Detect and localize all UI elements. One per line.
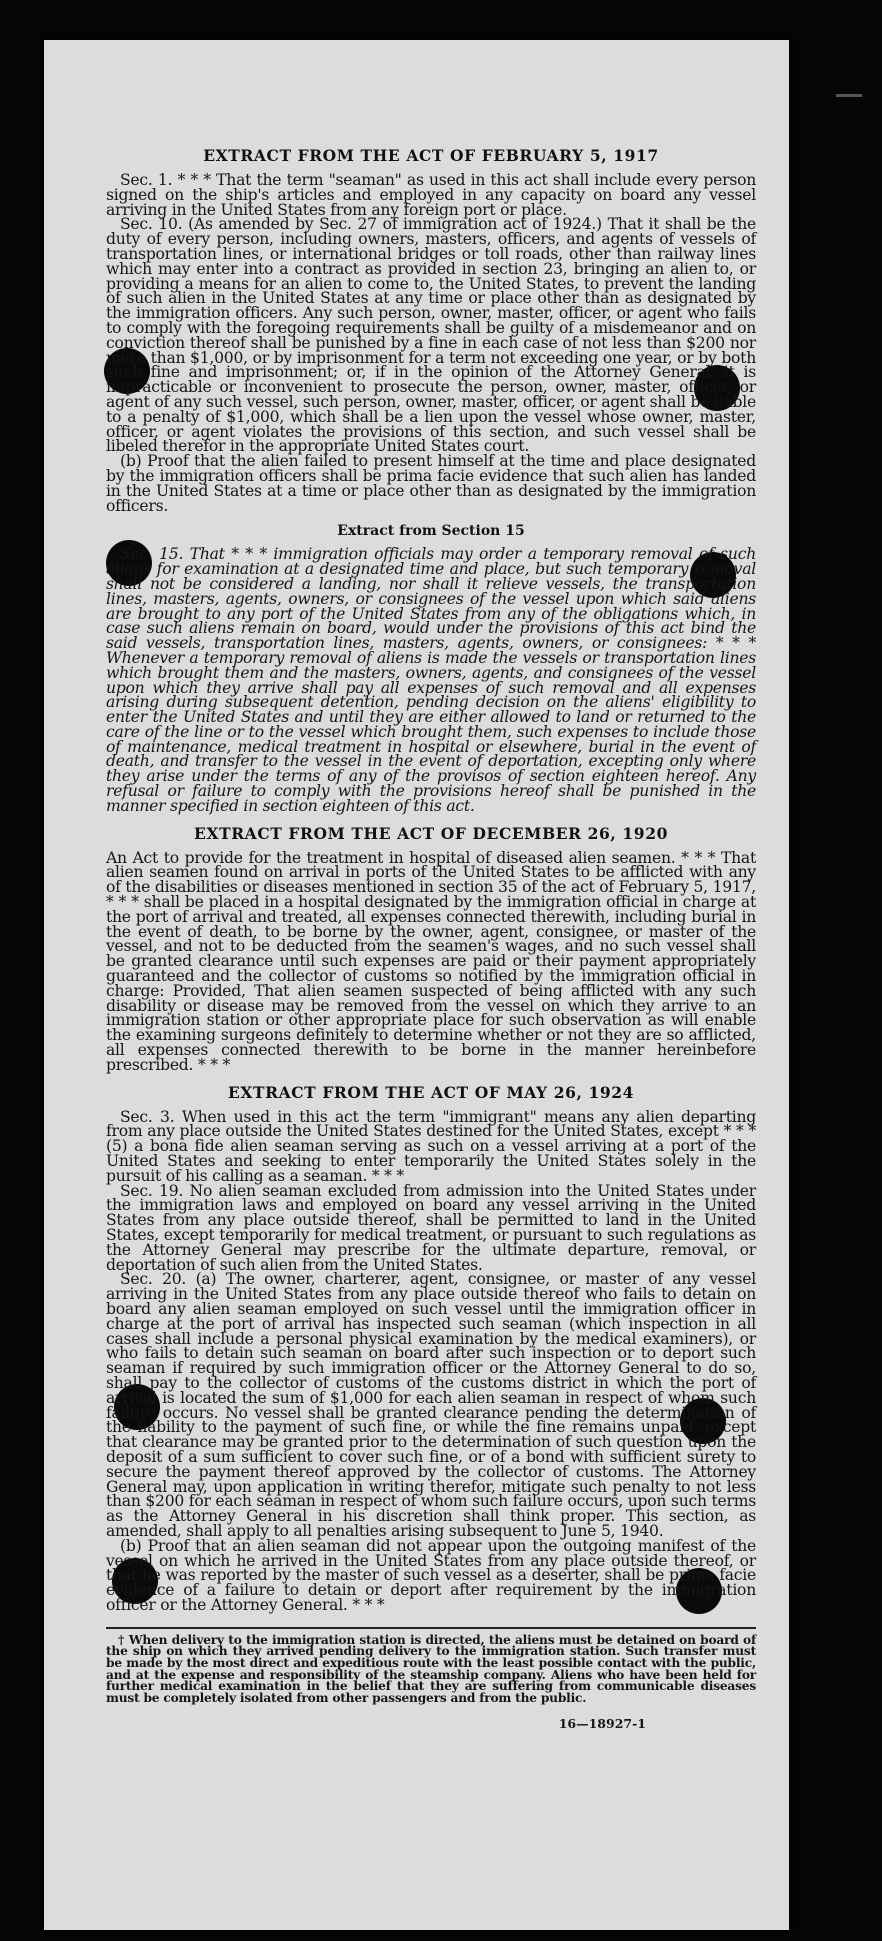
footnote: † When delivery to the immigration station is directed, the aliens must be detained on board of the ship on which they arrived pending delivery to the immigration station. Such transfer must be made by the most direct and expeditious route with the least possible contact with the public, and at the expense and responsibility of the steamship company. Aliens who have been held for further medical examination in the belief that they are suffering from communicable diseases must be completely isolated from other passengers and from the public. xyxy=(106,1632,756,1705)
section-19-text: Sec. 19. No alien seaman excluded from admission into the United States under the immigration laws and employed on board any vessel arriving in the United States from any place outside thereof, shall be permitted to land in the United States, except temporarily for medical treatment, or pursuant to such regulations as the Attorney General may prescribe for the ultimate departure, removal, or deportation of such alien from the United States. xyxy=(106,1181,756,1274)
heading-act-1920: EXTRACT FROM THE ACT OF DECEMBER 26, 1920 xyxy=(194,823,668,843)
heading-act-1917: EXTRACT FROM THE ACT OF FEBRUARY 5, 1917 xyxy=(203,146,659,165)
section-20a-text: Sec. 20. (a) The owner, charterer, agent, consignee, or master of any vessel arriving in the United States from any place outside thereof who fails to detain on board any alien seaman employed on such vessel until the immigration officer in charge at the port of arrival has inspected such seaman (which inspection in all cases shall include a personal physical examination by the medical examiners), or who fails to detain such seaman on board after such inspection or to deport such seaman if required by such immigration officer or the Attorney General to do so, shall pay to the collector of customs of the customs district in which the port of arrival is located the sum of $1,000 for each alien seaman in respect of whom such failure occurs. No vessel shall be granted clearance pending the determination of the liability to the payment of such fine, or while the fine remains unpaid, except that clearance may be granted prior to the determination of such question upon the deposit of a sum sufficient to cover such fine, or of a bond with sufficient surety to secure the payment thereof approved by the collector of customs. The Attorney General may, upon application in writing therefor, mitigate such penalty to not less than $200 for each seaman in respect of whom such failure occurs, upon such terms as the Attorney General in his discretion shall think proper. This section, as amended, shall apply to all penalties arising subsequent to June 5, 1940. xyxy=(106,1270,756,1540)
section-1-text: Sec. 1. * * * That the term "seaman" as used in this act shall include every person signed on the ship's articles and employed in any capacity on board any vessel arriving in the United States from any foreign port or place. xyxy=(106,171,756,219)
section-10-text: Sec. 10. (As amended by Sec. 27 of immigration act of 1924.) That it shall be the duty of every person, including owners, masters, officers, and agents of vessels of transportation lines, or international bridges or toll roads, other than railway lines which may enter into a contract as provided in section 23, bringing an alien to, or providing a means for an alien to come to, the United States, to prevent the landing of such alien in the United States at any time or place other than as designated by the immigration officers. Any such person, owner, master, officer, or agent who fails to comply with the foregoing requirements shall be guilty of a misdemeanor and on conviction thereof shall be punished by a fine in each case of not less than $200 nor more than $1,000, or by imprisonment for a term not exceeding one year, or by both such fine and imprisonment; or, if in the opinion of the Attorney General, it is impracticable or inconvenient to prosecute the person, owner, master, officer, or agent of any such vessel, such person, owner, master, officer, or agent shall be liable to a penalty of $1,000, which shall be a lien upon the vessel whose owner, master, officer, or agent violates the provisions of this section, and such vessel shall be libeled therefor in the appropriate United States court. xyxy=(106,215,756,456)
heading-section-15: Extract from Section 15 xyxy=(337,523,525,540)
section-15-text: Sec. 15. That * * * immigration officials may order a temporary removal of such aliens for examination at a designated time and place, but such temporary removal shall not be considered a landing, nor shall it relieve vessels, the transportation lines, masters, agents, owners, or consignees of the vessel upon which said aliens are brought to any port of the United States from any of the obligations which, in case such aliens remain on board, would under the provisions of this act bind the said vessels, transportation lines, masters, agents, owners, or consignees: * * * Whenever a temporary removal of aliens is made the vessels or transportation lines which brought them and the masters, owners, agents, and consignees of the vessel upon which they arrive shall pay all expenses of such removal and all expenses arising during subsequent detention, pending decision on the aliens' eligibility to enter the United States and until they are either allowed to land or returned to the care of the line or to the vessel which brought them, such expenses to include those of maintenance, medical treatment in hospital or elsewhere, burial in the event of death, and transfer to the vessel in the event of deportation, excepting only where they arise under the terms of any of the provisos of section eighteen hereof. Any refusal or failure to comply with the provisions hereof shall be punished in the manner specified in section eighteen of this act. xyxy=(106,545,756,815)
document-page xyxy=(44,40,789,1930)
document-number: 16—18927-1 xyxy=(558,1716,646,1732)
heading-act-1924: EXTRACT FROM THE ACT OF MAY 26, 1924 xyxy=(227,1082,635,1102)
act-1920-text: An Act to provide for the treatment in hospital of diseased alien seamen. * * * That alien seamen found on arrival in ports of the United States to be afflicted with any of the disabilities or diseases mentioned in section 35 of the act of February 5, 1917, * * * shall be placed in a hospital designated by the immigration official in charge at the port of arrival and treated, all expenses connected therewith, including burial in the event of death, to be borne by the owner, agent, consignee, or master of the vessel, and not to be deducted from the seamen's wages, and no such vessel shall be granted clearance until such expenses are paid or their payment appropriately guaranteed and the collector of customs so notified by the immigration official in charge: Provided, That alien seamen suspected of being afflicted with any such disability or disease may be removed from the vessel on which they arrive to an immigration station or other appropriate place for such observation as will enable the examining surgeons definitely to determine whether or not they are so afflicted, all expenses connected therewith to be borne in the manner hereinbefore prescribed. * * * xyxy=(106,848,756,1074)
scan-mark xyxy=(836,94,862,97)
section-10b-text: (b) Proof that the alien failed to present himself at the time and place designated by the immigration officers shall be prima facie evidence that such alien has landed in the United States at a time or place other than as designated by the immigration officers. xyxy=(106,452,756,515)
footnote-divider xyxy=(106,1627,756,1629)
section-20b-text: (b) Proof that an alien seaman did not appear upon the outgoing manifest of the vessel on which he arrived in the United States from any place outside thereof, or that he was reported by the master of such vessel as a deserter, shall be prima facie evidence of a failure to detain or deport after requirement by the immigration officer or the Attorney General. * * * xyxy=(106,1536,756,1614)
document-text xyxy=(106,146,756,1731)
section-3-text: Sec. 3. When used in this act the term "immigrant" means any alien departing from any place outside the United States destined for the United States, except * * * (5) a bona fide alien seaman serving as such on a vessel arriving at a port of the United States and seeking to enter temporarily the United States solely in the pursuit of his calling as a seaman. * * * xyxy=(106,1107,756,1185)
